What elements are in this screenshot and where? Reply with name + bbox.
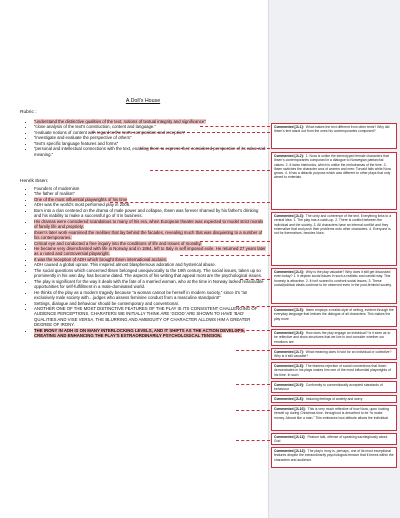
comment-connector-line: [236, 306, 270, 307]
comment-balloon[interactable]: Commented [JL1]: What makes the text different from other texts? Why did Ibsen's text stand out from the ones his contemporaries composed?: [271, 123, 397, 149]
comment-connector-line: [236, 384, 270, 385]
comment-balloon[interactable]: Commented [JL4]: Why is the play valuable? Why does it still get discussed even today? 1. It depicts social issues in such a realistic and candid way. This honesty is attractive. 2. It isn't scared to confront social issues. 3. These social/political ideals continue to be observed even in the post-feminist society.: [271, 268, 397, 304]
comment-balloon[interactable]: Commented [JL2]: 1. Nora is unlike the stereotyped female characters that Ibsen's contemporaries composed in a dialogue to Norwegian patriarchal values. 2. It lacks histrionics, which is unlike the melodramas of the time. 3. Ibsen switches the character arcs of women and men: Torvald falls while Nora grows. 4. It has a didactic purpose which was different to other plays that only aimed to entertain.: [271, 152, 397, 210]
comment-connector-line: [236, 410, 270, 411]
document-title: A Doll's House: [125, 98, 161, 104]
list-item: • “close analysis of the text's construction, content and language.”: [34, 124, 266, 129]
ibsen-list: [20, 186, 266, 339]
document-body: [20, 0, 266, 518]
comment-connector-line: [180, 255, 270, 256]
list-item: • Ibsen's later work examined the realities that lay behind the facades, revealing much that was disquieting to a number of his contemporaries.: [34, 230, 266, 241]
list-item: • ADH caused a global uproar. This inspired almost blasphemous adoration and hysterical abuse.: [34, 262, 266, 267]
list-item: • His dramas were considered scandalous to many of his era, when European theatre was expected to model strict morals of family life and propriety.: [34, 219, 266, 230]
comment-connector-line: [92, 132, 270, 133]
comment-balloon[interactable]: Commented [JL3]: The unity and coherence of the text. Everything links to a central idea. 1. The play has a catch-up. 2. There is conflict between the individual and the society. 3. All characters have an internal conflict and they externalize that and push their problems onto other characters. 4. Everyone is not for themselves, besides Nora.: [271, 212, 397, 266]
comment-connector-line: [236, 350, 270, 351]
comment-connector-line: [236, 440, 270, 441]
list-item: • He became very disenchanted with life in Norway and in 1864, left to Italy in self imposed exile. He returned 27 years later as a noted and controversial playwright.: [34, 246, 266, 257]
comment-balloon[interactable]: Commented [JL6]: How does the play engage an individual? Is it seen as to be reflective and show structures that we live in and consider whether our emotions are: [271, 329, 397, 346]
list-item: • “personal and intellectual connections with the text, enabling them to express their considered perspective of its value and meaning.”: [34, 146, 266, 157]
comment-balloon[interactable]: Commented [JL11]: Feature talk, offense of speaking sacrilegiously about God: [271, 433, 397, 445]
comment-balloon[interactable]: Commented [JL9]: Conformity to conventionally accepted standards of behaviour: [271, 381, 397, 393]
comment-balloon[interactable]: Commented [JL7]: What meaning does it hold for an individual or collective? Why is it still valuable?: [271, 348, 397, 360]
comment-connector-line: [150, 170, 270, 171]
ibsen-heading: Henrik Ibsen:: [20, 179, 49, 184]
list-item: • THE IRONY IN ADH IS ON MANY INTERLOCKING LEVELS, AND IT SHIFTS AS THE ACTION DEVELOPS, CREATING AND ENHANCING THE PLAY'S EXTRAORDINARILY PSYCHOLOGICAL TENSION.: [34, 328, 266, 339]
list-item: • “the father of realism”: [34, 191, 266, 196]
list-item: • “text's specific language features and forms”: [34, 141, 266, 146]
comment-connector-line: [110, 202, 270, 203]
list-item: • The social questions which concerned Ibsen belonged unequivocally to the 19th century. The social issues, taken up so prominently in his own day, has become dated. The aspects of his writing that appeal most are the psychological issues.: [34, 268, 266, 279]
comments-pane: [268, 0, 400, 518]
comment-balloon[interactable]: Commented [JL5]: Ibsen employs a realist style of writing, evident through the everyday language that imbues the dialogue of all characters. This makes the play more: [271, 306, 397, 327]
list-item: • “understand the distinctive qualities of the text, notions of textual integrity and significance”: [34, 119, 266, 124]
comment-connector-line: [140, 148, 270, 149]
list-item: • It was the reception of ADH which brought Ibsen international acclaim.: [34, 257, 266, 262]
list-item: • He thinks of the play as a modern tragedy because “a woman cannot be herself in modern society,” since it's “an exclusively male society with…judges who assess feminine conduct from a masculine standpoint!”: [34, 290, 266, 301]
comment-connector-line: [240, 279, 270, 280]
list-item: • One of the most influential playwrights of his time: [34, 197, 266, 202]
comment-balloon[interactable]: Commented [JL8]: Inducing feelings of anxiety and worry: [271, 395, 397, 403]
comment-balloon[interactable]: Commented [JL10]: This is very much reflective of how Nora, upon looking herself up during Christmas time, throughout is described to be “to make money. Almost like a man.” This embraces how attitude allows the individual: [271, 405, 397, 431]
comment-connector-line: [236, 330, 270, 331]
list-item: • “investigate and evaluate the perspective of others”: [34, 135, 266, 140]
list-item: • “evaluate notions of content with regard to the text's composition and reception”: [34, 130, 266, 135]
rubric-heading: Rubric :: [20, 110, 37, 115]
list-item: • Founders of modernism: [34, 186, 266, 191]
rubric-list: [20, 119, 266, 157]
list-item: • Born into a clan centered on the drama of male power and collapse, Ibsen was forever shamed by his father's drinking and his inability to make a successful go of it in business.: [34, 208, 266, 219]
list-item: • Settings, dialogue and behaviour should be contemporary and conventional.: [34, 301, 266, 306]
list-item: • ANOTHER ONE OF THE MOST DISTINCTIVE FEATURES OF THE PLAY IS ITS CONSISTENT CHALLENGING OF AUDIENCE PERCEPTIONS. CHARATERS WE INITIALLY THINK ARE ‘GOOD’ ARE SHOWN TO HAVE ‘BAD’ QUALITIES AND VISE VERSA. THE BLURRING AND AMBIGUITY OF CHARACTER ALLOWS HIM A GREATER DEGREE OF IRONY.: [34, 306, 266, 328]
comment-balloon[interactable]: Commented [JL8]: The fearless rejection of social conventions that Ibsen demonstrates in his plays makes him one of the most influential playwrights of his time. In such: [271, 362, 397, 379]
list-item: • The play is significant for the way it deals with the fate of a married woman, who at the time in Norway lacked reasonable opportunities for self-fulfillment in a male-dominated world.: [34, 279, 266, 290]
list-item: • Critical eye and conducted a free inquiry into the conditions of life and issues of morality.: [34, 241, 266, 246]
comment-connector-line: [200, 126, 270, 127]
comment-balloon[interactable]: Commented [JL12]: The play's irony is, perhaps, one of its most exceptional features despite the extraordinarily psychological tension that it brews within the characters and audience.: [271, 447, 397, 468]
list-item: • ADH was the world's most performed play in 2006.: [34, 202, 266, 207]
comment-connector-line: [200, 241, 270, 242]
